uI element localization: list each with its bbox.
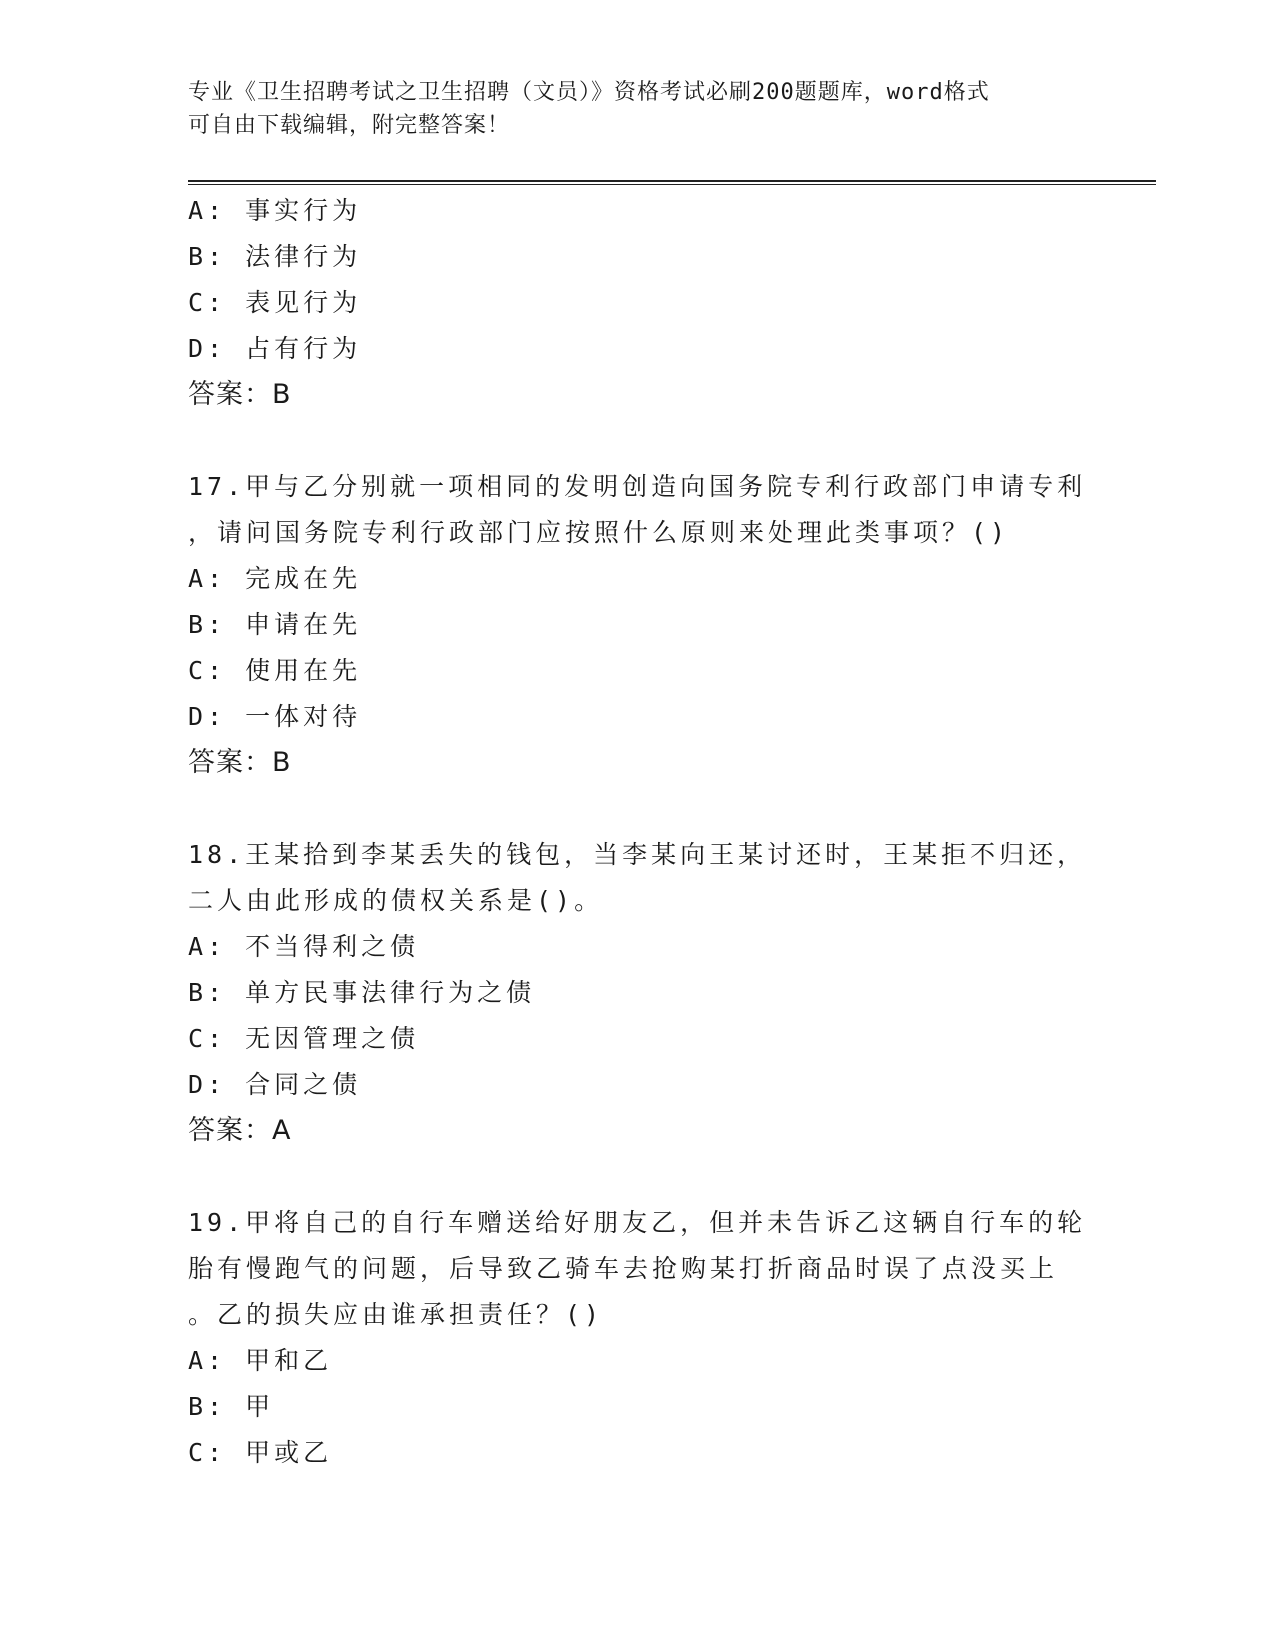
answer-option: B: 单方民事法律行为之债 <box>188 978 536 1007</box>
question-stem-line: 18.王某拾到李某丢失的钱包，当李某向王某讨还时，王某拒不归还， <box>188 840 1087 869</box>
answer-option: B: 申请在先 <box>188 610 362 639</box>
question-stem-line: 17.甲与乙分别就一项相同的发明创造向国务院专利行政部门申请专利 <box>188 472 1087 501</box>
question-list <box>188 188 1088 1476</box>
question-stem-line: 二人由此形成的债权关系是()。 <box>188 886 604 915</box>
answer-option: B: 法律行为 <box>188 242 362 271</box>
question-stem-line: 胎有慢跑气的问题，后导致乙骑车去抢购某打折商品时误了点没买上 <box>188 1254 1059 1283</box>
answer-key: 答案：A <box>188 1115 292 1146</box>
question-block <box>188 1200 1088 1476</box>
answer-option: A: 事实行为 <box>188 196 362 225</box>
answer-key: 答案：B <box>188 747 292 778</box>
header-line-2: 可自由下载编辑，附完整答案！ <box>188 113 511 138</box>
answer-option: A: 甲和乙 <box>188 1346 333 1375</box>
question-stem-line: 。乙的损失应由谁承担责任？() <box>188 1300 604 1329</box>
question-spacer <box>188 418 1088 464</box>
question-block <box>188 188 1088 418</box>
question-spacer <box>188 1154 1088 1200</box>
answer-option: B: 甲 <box>188 1392 275 1421</box>
header-line-1: 专业《卫生招聘考试之卫生招聘（文员）》资格考试必刷200题题库，word格式 <box>188 80 990 105</box>
question-block <box>188 464 1088 786</box>
answer-option: C: 表见行为 <box>188 288 362 317</box>
document-header <box>188 76 1088 142</box>
answer-option: A: 完成在先 <box>188 564 362 593</box>
question-stem-line: 19.甲将自己的自行车赠送给好朋友乙，但并未告诉乙这辆自行车的轮 <box>188 1208 1087 1237</box>
answer-option: D: 合同之债 <box>188 1070 362 1099</box>
answer-key: 答案：B <box>188 379 292 410</box>
question-spacer <box>188 786 1088 832</box>
header-divider <box>188 180 1156 185</box>
answer-option: C: 无因管理之债 <box>188 1024 420 1053</box>
answer-option: C: 使用在先 <box>188 656 362 685</box>
question-stem-line: ，请问国务院专利行政部门应按照什么原则来处理此类事项？() <box>188 518 1010 547</box>
answer-option: A: 不当得利之债 <box>188 932 420 961</box>
answer-option: D: 占有行为 <box>188 334 362 363</box>
question-block <box>188 832 1088 1154</box>
answer-option: C: 甲或乙 <box>188 1438 333 1467</box>
answer-option: D: 一体对待 <box>188 702 362 731</box>
